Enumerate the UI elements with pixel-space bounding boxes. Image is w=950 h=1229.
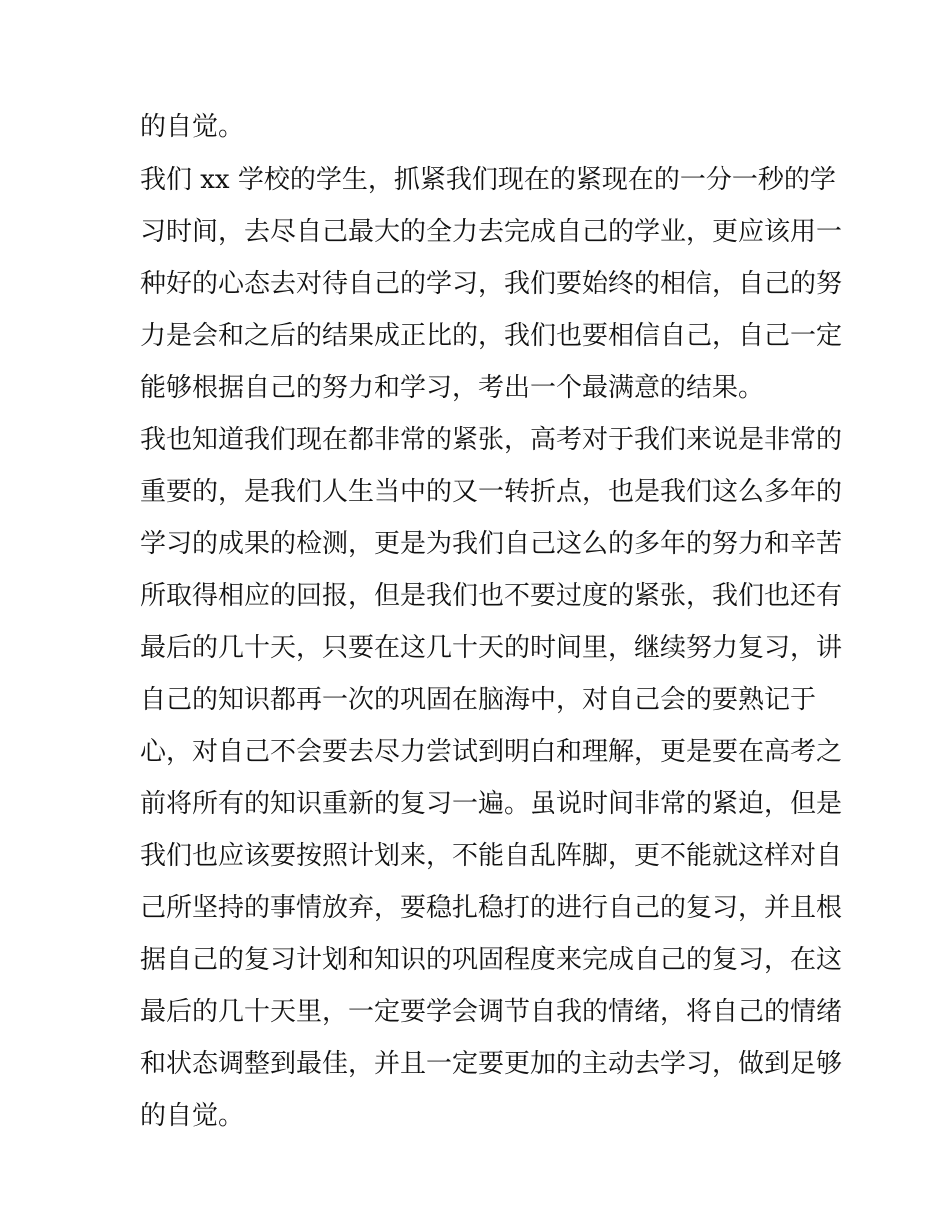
text-line: 最后的几十天，只要在这几十天的时间里，继续努力复习，讲	[140, 633, 843, 663]
text-line: 我们也应该要按照计划来，不能自乱阵脚，更不能就这样对自	[140, 841, 843, 871]
text-line: 据自己的复习计划和知识的巩固程度来完成自己的复习，在这	[140, 945, 843, 975]
text-line: 的自觉。	[140, 112, 245, 142]
text-line: 种好的心态去对待自己的学习，我们要始终的相信，自己的努	[140, 269, 843, 299]
text-line: 己所坚持的事情放弃，要稳扎稳打的进行自己的复习，并且根	[140, 893, 843, 923]
text-line: 力是会和之后的结果成正比的，我们也要相信自己，自己一定	[140, 321, 843, 351]
text-line: 习时间，去尽自己最大的全力去完成自己的学业，更应该用一	[140, 217, 843, 247]
text-line: 重要的，是我们人生当中的又一转折点，也是我们这么多年的	[140, 477, 843, 507]
text-line: 我也知道我们现在都非常的紧张，高考对于我们来说是非常的	[140, 425, 843, 455]
text-line: 前将所有的知识重新的复习一遍。虽说时间非常的紧迫，但是	[140, 789, 843, 819]
text-line: 能够根据自己的努力和学习，考出一个最满意的结果。	[140, 373, 765, 403]
text-line: 的自觉。	[140, 1101, 245, 1131]
text-line: 和状态调整到最佳，并且一定要更加的主动去学习，做到足够	[140, 1049, 843, 1079]
text-line: 最后的几十天里，一定要学会调节自我的情绪，将自己的情绪	[140, 997, 843, 1027]
text-line: 学习的成果的检测，更是为我们自己这么的多年的努力和辛苦	[140, 529, 843, 559]
text-line: 自己的知识都再一次的巩固在脑海中，对自己会的要熟记于	[140, 685, 817, 715]
text-line: 我们 xx 学校的学生，抓紧我们现在的紧现在的一分一秒的学	[140, 165, 836, 195]
text-line: 心，对自己不会要去尽力尝试到明白和理解，更是要在高考之	[140, 737, 843, 767]
text-line: 所取得相应的回报，但是我们也不要过度的紧张，我们也还有	[140, 581, 843, 611]
